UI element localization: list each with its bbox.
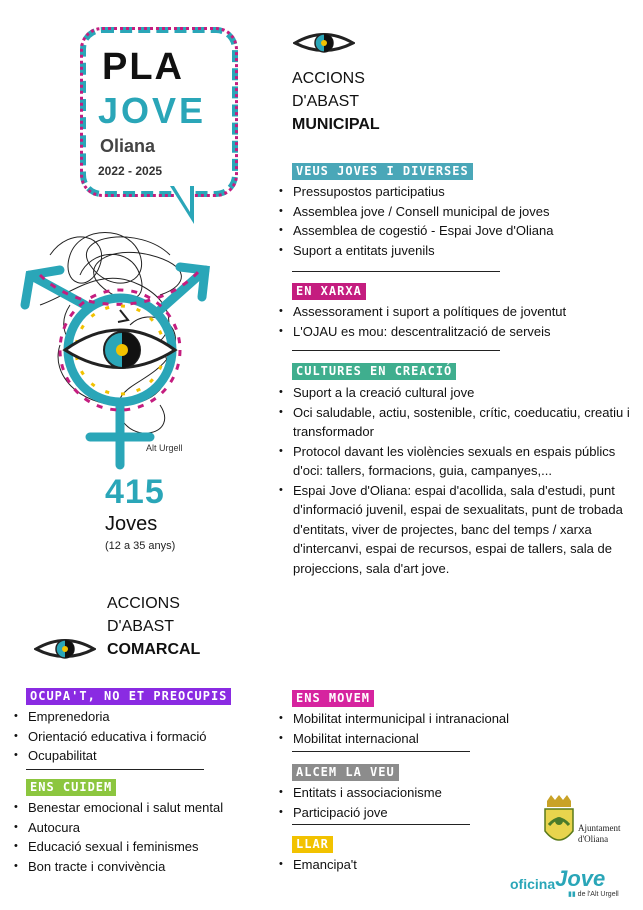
list-item: • Suport a la creació cultural jove bbox=[279, 383, 634, 403]
list-item: • Oci saludable, actiu, sostenible, crític, coeducatiu, creatiu i transformador bbox=[279, 403, 634, 442]
list-cultures bbox=[279, 383, 634, 578]
section-tag-veus-joves: VEUS JOVES I DIVERSES bbox=[292, 163, 473, 180]
municipal-heading-line1: ACCIONS bbox=[292, 70, 365, 87]
divider bbox=[292, 751, 470, 752]
divider bbox=[26, 769, 204, 770]
municipal-heading-line3: MUNICIPAL bbox=[292, 116, 380, 133]
list-llar bbox=[279, 855, 479, 875]
oficina-jove-logo bbox=[510, 866, 619, 898]
list-item: • L'OJAU es mou: descentralització de serveis bbox=[279, 322, 639, 342]
list-item: • Autocura bbox=[14, 818, 274, 838]
list-item: • Educació sexual i feminismes bbox=[14, 837, 274, 857]
oliana-coat-of-arms-logo bbox=[541, 795, 577, 851]
list-ocupat bbox=[14, 707, 274, 766]
oficina-sub: ▮▮ de l'Alt Urgell bbox=[568, 891, 619, 898]
ajuntament-line2: d'Oliana bbox=[578, 834, 609, 844]
poster-title-pla: PLA bbox=[102, 46, 184, 88]
list-item: • Mobilitat intermunicipal i intranacional bbox=[279, 709, 579, 729]
list-item: • Pressupostos participatius bbox=[279, 182, 639, 202]
poster-title-jove: JOVE bbox=[98, 90, 207, 131]
list-item: • Orientació educativa i formació bbox=[14, 727, 274, 747]
youth-count-label: Joves bbox=[105, 513, 158, 535]
list-alcem-la-veu bbox=[279, 783, 579, 822]
list-item: • Ocupabilitat bbox=[14, 746, 274, 766]
list-item: • Assemblea jove / Consell municipal de joves bbox=[279, 202, 639, 222]
list-item: • Assessorament i suport a polítiques de joventut bbox=[279, 302, 639, 322]
list-en-xarxa bbox=[279, 302, 639, 341]
comarcal-heading-line1: ACCIONS bbox=[107, 595, 180, 612]
oficina-jove-word: Jove bbox=[555, 866, 606, 891]
list-item: • Espai Jove d'Oliana: espai d'acollida, sala d'estudi, punt d'informació juvenil, espai de sexualitats, punt de trobada d'entitats, viver de projectes, banc del temps / xarxa d'intercanvi, espai de recursos, espai de tallers, sala de projeccions, sala d'art jove. bbox=[279, 481, 634, 579]
ajuntament-label bbox=[578, 823, 621, 845]
list-item: • Protocol davant les violències sexuals en espais públics d'oci: tallers, formacions, guia, campanyes,... bbox=[279, 442, 634, 481]
gender-symbols-illustration bbox=[10, 215, 225, 475]
list-item: • Assemblea de cogestió - Espai Jove d'Oliana bbox=[279, 221, 639, 241]
section-tag-alcem-la-veu: ALCEM LA VEU bbox=[292, 764, 399, 781]
oficina-sub-text: de l'Alt Urgell bbox=[577, 891, 619, 898]
list-ens-movem bbox=[279, 709, 579, 748]
eye-icon bbox=[34, 634, 96, 664]
divider bbox=[292, 824, 470, 825]
list-item: • Bon tracte i convivència bbox=[14, 857, 274, 877]
list-ens-cuidem bbox=[14, 798, 274, 876]
list-item: • Mobilitat internacional bbox=[279, 729, 579, 749]
list-veus-joves bbox=[279, 182, 639, 260]
comarcal-heading-line2: D'ABAST bbox=[107, 618, 175, 635]
section-tag-ocupat: OCUPA'T, NO ET PREOCUPIS bbox=[26, 688, 231, 705]
comarcal-heading-line3: COMARCAL bbox=[107, 641, 201, 658]
list-item: • Entitats i associacionisme bbox=[279, 783, 579, 803]
section-tag-ens-movem: ENS MOVEM bbox=[292, 690, 374, 707]
section-tag-en-xarxa: EN XARXA bbox=[292, 283, 366, 300]
youth-age-range: (12 a 35 anys) bbox=[105, 540, 176, 552]
region-label: Alt Urgell bbox=[146, 443, 183, 453]
poster-town: Oliana bbox=[100, 136, 156, 156]
youth-count: 415 bbox=[105, 473, 165, 511]
municipal-heading-line2: D'ABAST bbox=[292, 93, 360, 110]
poster-years: 2022 - 2025 bbox=[98, 164, 163, 178]
ajuntament-line1: Ajuntament bbox=[578, 823, 621, 833]
section-tag-cultures: CULTURES EN CREACIÓ bbox=[292, 363, 456, 380]
eye-icon bbox=[293, 28, 355, 58]
comarcal-heading bbox=[107, 592, 200, 661]
list-item: • Benestar emocional i salut mental bbox=[14, 798, 274, 818]
section-tag-llar: LLAR bbox=[292, 836, 333, 853]
list-item: • Suport a entitats juvenils bbox=[279, 241, 639, 261]
divider bbox=[292, 350, 500, 351]
municipal-heading bbox=[292, 67, 380, 136]
list-item: • Emprenedoria bbox=[14, 707, 274, 727]
oficina-word: oficina bbox=[510, 876, 556, 892]
bubble-tail-inner bbox=[174, 186, 190, 212]
list-item: • Emancipa't bbox=[279, 855, 479, 875]
list-item: • Participació jove bbox=[279, 803, 579, 823]
section-tag-ens-cuidem: ENS CUIDEM bbox=[26, 779, 116, 796]
divider bbox=[292, 271, 500, 272]
